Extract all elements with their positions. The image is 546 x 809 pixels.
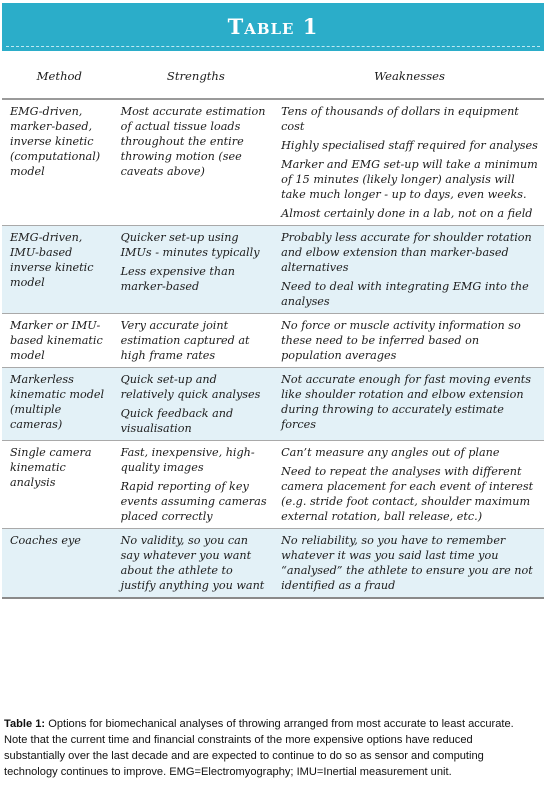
caption-label: Table 1:: [4, 718, 46, 730]
method-cell: [2, 441, 117, 529]
method-text: Marker or IMU-based kinematic model: [10, 319, 103, 362]
method-text: EMG-driven, marker-based, inverse kinetic (computational) model: [10, 105, 101, 178]
table-row: [2, 314, 544, 368]
strengths-cell: [117, 368, 276, 441]
methods-table: [2, 63, 544, 599]
table-title: Table 1: [227, 14, 319, 39]
weaknesses-cell: [275, 529, 544, 599]
strength-item: Quicker set-up using IMUs - minutes typically: [120, 231, 260, 259]
strength-item: Most accurate estimation of actual tissue loads throughout the entire throwing motion (see caveats above): [120, 105, 266, 178]
method-text: Markerless kinematic model (multiple cameras): [10, 373, 105, 431]
weakness-item: Tens of thousands of dollars in equipment cost: [281, 105, 519, 133]
table-header-row: [2, 63, 544, 99]
table-banner: [2, 3, 544, 51]
header-method: Method: [2, 63, 117, 99]
strength-item: Quick feedback and visualisation: [120, 407, 234, 435]
table-caption: [4, 716, 534, 780]
weaknesses-cell: [275, 441, 544, 529]
weakness-item: Need to deal with integrating EMG into the analyses: [281, 280, 529, 308]
method-text: Coaches eye: [10, 534, 81, 547]
header-strengths: Strengths: [117, 63, 276, 99]
weakness-item: Not accurate enough for fast moving events like shoulder rotation and elbow extension during throwing to accurately estimate forces: [281, 373, 532, 431]
table-row: [2, 529, 544, 599]
strength-item: Less expensive than marker-based: [120, 265, 236, 293]
strength-item: Quick set-up and relatively quick analyses: [120, 373, 261, 401]
weaknesses-cell: [275, 226, 544, 314]
method-text: EMG-driven, IMU-based inverse kinetic model: [10, 231, 94, 289]
strength-item: Rapid reporting of key events assuming cameras placed correctly: [120, 480, 267, 523]
strengths-cell: [117, 99, 276, 226]
weakness-item: No reliability, so you have to remember whatever it was you said last time you “analysed” the athlete to ensure you are not identified as a fraud: [281, 534, 533, 592]
table-row: [2, 368, 544, 441]
weakness-item: Can’t measure any angles out of plane: [281, 446, 500, 459]
weakness-item: Almost certainly done in a lab, not on a field: [281, 207, 533, 220]
method-cell: [2, 368, 117, 441]
weakness-item: Need to repeat the analyses with different camera placement for each event of interest (e.g. stride foot contact, shoulder maximum external rotation, ball release, etc.): [281, 465, 534, 523]
weakness-item: No force or muscle activity information so these need to be inferred based on population averages: [281, 319, 521, 362]
method-cell: [2, 529, 117, 599]
strength-item: Very accurate joint estimation captured at high frame rates: [120, 319, 250, 362]
weaknesses-cell: [275, 368, 544, 441]
strengths-cell: [117, 314, 276, 368]
weakness-item: Probably less accurate for shoulder rotation and elbow extension than marker-based alternatives: [281, 231, 532, 274]
table-row: [2, 226, 544, 314]
weaknesses-cell: [275, 99, 544, 226]
table-row: [2, 99, 544, 226]
strengths-cell: [117, 529, 276, 599]
banner-dashed-rule: [6, 46, 540, 47]
header-weaknesses: Weaknesses: [275, 63, 544, 99]
strength-item: Fast, inexpensive, high-quality images: [120, 446, 255, 474]
method-cell: [2, 314, 117, 368]
strengths-cell: [117, 226, 276, 314]
weakness-item: Highly specialised staff required for analyses: [281, 139, 538, 152]
method-cell: [2, 226, 117, 314]
table-row: [2, 441, 544, 529]
caption-text: Options for biomechanical analyses of throwing arranged from most accurate to least accurate. Note that the current time and financial constraints of the more expensive options have reduced substantially over the last decade and are expected to continue to do so as sensor and computing technology continues to improve. EMG=Electromyography; IMU=Inertial measurement unit.: [4, 718, 514, 778]
weaknesses-cell: [275, 314, 544, 368]
method-cell: [2, 99, 117, 226]
strengths-cell: [117, 441, 276, 529]
strength-item: No validity, so you can say whatever you want about the athlete to justify anything you want: [120, 534, 265, 592]
method-text: Single camera kinematic analysis: [10, 446, 92, 489]
weakness-item: Marker and EMG set-up will take a minimum of 15 minutes (likely longer) analysis will take much longer - up to days, even weeks.: [281, 158, 538, 201]
